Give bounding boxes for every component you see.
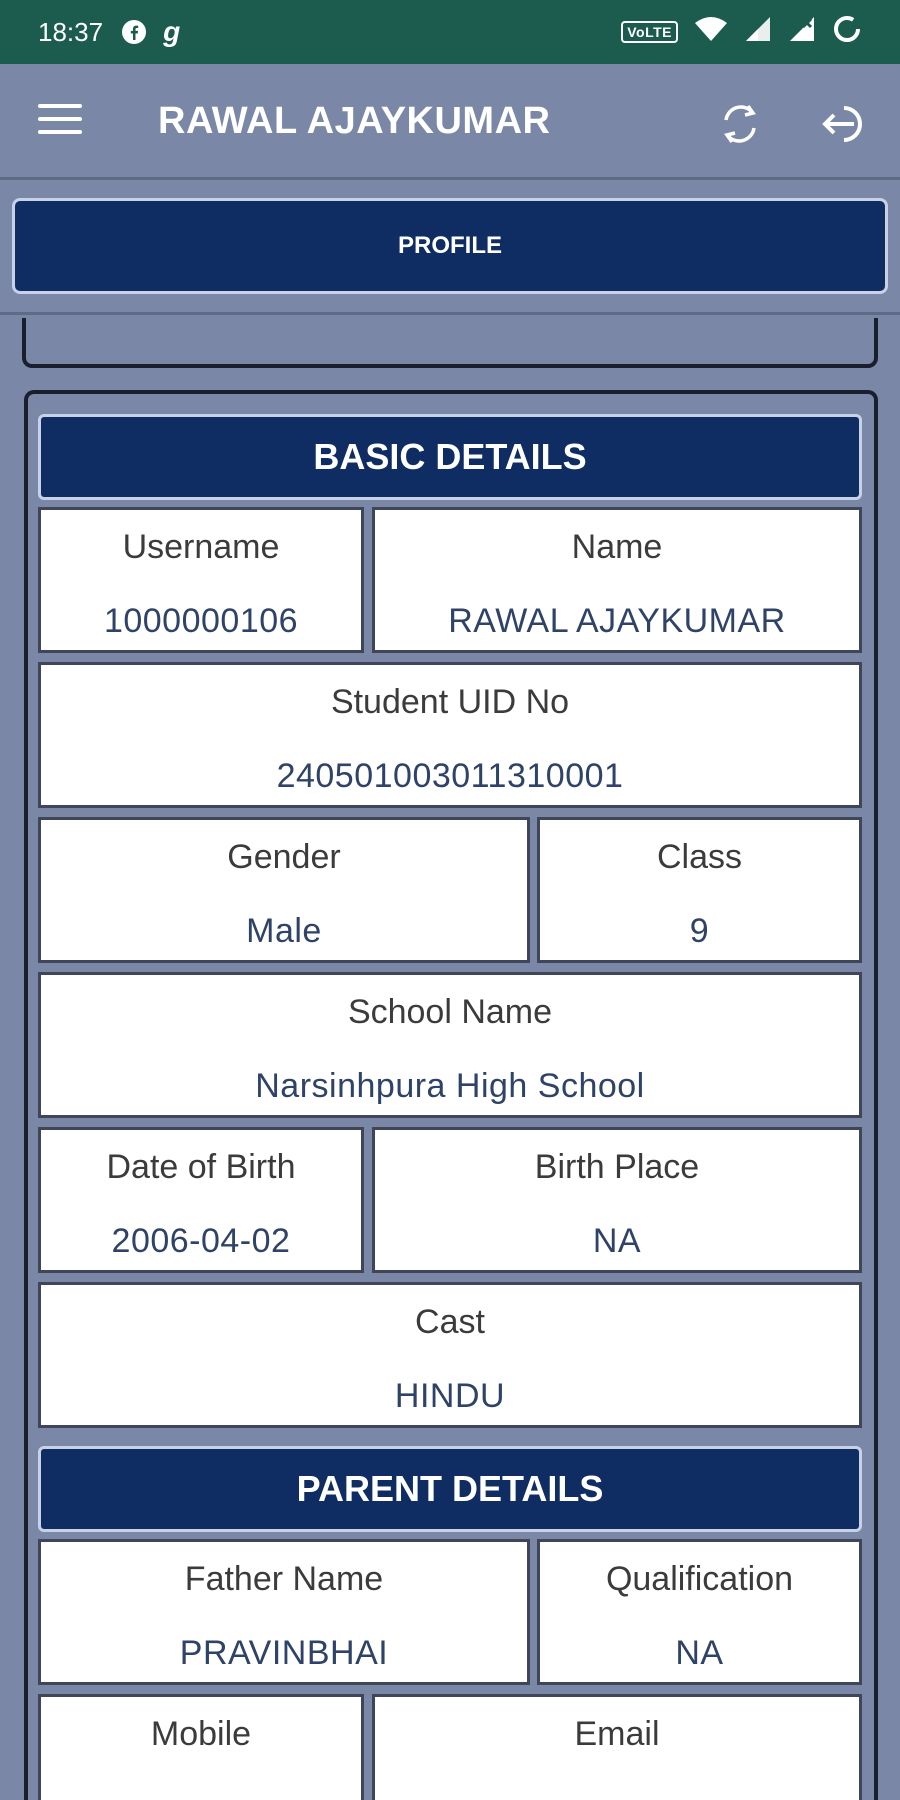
field-label: Father Name (184, 1560, 384, 1598)
refresh-icon[interactable] (712, 96, 768, 152)
signal-no-data-icon (788, 15, 816, 50)
mobile-cell (38, 1694, 364, 1800)
gender-cell (38, 817, 530, 963)
qualification-cell (537, 1539, 862, 1685)
battery-circle-icon (832, 14, 862, 51)
field-label: Cast (415, 1303, 485, 1341)
field-label: Class (656, 838, 743, 876)
app-bar (0, 64, 900, 180)
volte-badge: VoLTE (621, 21, 678, 43)
field-value: Male (246, 912, 322, 950)
student-uid-cell (38, 662, 862, 808)
username-cell (38, 507, 364, 653)
birth-place-cell (372, 1127, 862, 1273)
name-cell (372, 507, 862, 653)
class-cell (537, 817, 862, 963)
field-value: HINDU (394, 1377, 506, 1415)
field-value: 9 (689, 912, 710, 950)
field-value: 2006-04-02 (111, 1222, 291, 1260)
g-icon: g (163, 16, 181, 47)
facebook-icon (121, 19, 147, 45)
field-value: RAWAL AJAYKUMAR (448, 602, 786, 640)
field-label: Mobile (150, 1715, 252, 1753)
father-name-cell (38, 1539, 530, 1685)
field-label: Name (571, 528, 663, 566)
field-value: Narsinhpura High School (255, 1067, 645, 1105)
field-label: Gender (227, 838, 341, 876)
field-label: School Name (347, 993, 553, 1031)
parent-details-header: PARENT DETAILS (38, 1446, 862, 1532)
logout-icon[interactable] (818, 96, 874, 152)
field-value: NA (592, 1222, 642, 1260)
signal-icon (744, 15, 772, 50)
field-label: Qualification (605, 1560, 794, 1598)
field-value: 1000000106 (103, 602, 299, 640)
school-name-cell (38, 972, 862, 1118)
field-label: Date of Birth (106, 1148, 296, 1186)
field-label: Username (122, 528, 280, 566)
profile-button[interactable]: PROFILE (12, 198, 888, 294)
status-bar (0, 0, 900, 64)
basic-details-header: BASIC DETAILS (38, 414, 862, 500)
status-time: 18:37 (38, 16, 104, 47)
field-value: PRAVINBHAI (179, 1634, 389, 1672)
field-value: 240501003011310001 (276, 757, 624, 795)
divider (0, 312, 900, 315)
wifi-icon (694, 15, 728, 50)
menu-icon[interactable] (38, 104, 82, 138)
email-cell (372, 1694, 862, 1800)
cast-cell (38, 1282, 862, 1428)
collapsed-card (22, 318, 878, 368)
field-label: Birth Place (534, 1148, 700, 1186)
field-value: NA (675, 1634, 724, 1672)
date-of-birth-cell (38, 1127, 364, 1273)
field-label: Email (574, 1715, 660, 1753)
app-bar-title: RAWAL AJAYKUMAR (158, 100, 551, 142)
field-label: Student UID No (330, 683, 570, 721)
